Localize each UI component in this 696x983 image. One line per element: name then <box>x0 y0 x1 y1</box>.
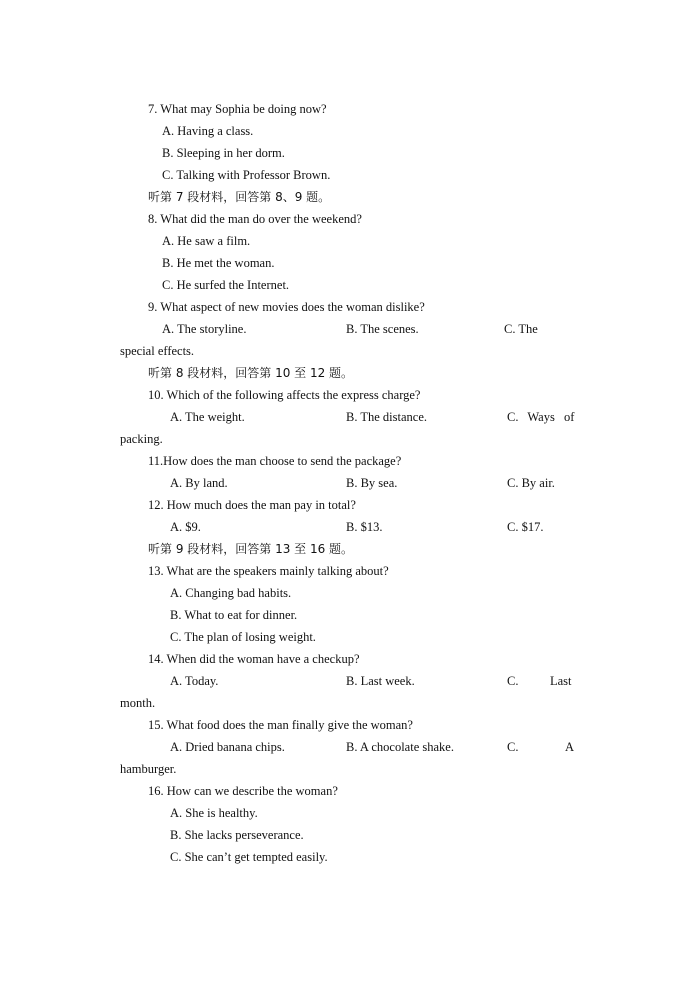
q15-option-a: A. Dried banana chips. <box>170 740 285 754</box>
q10-option-c: C. Ways of <box>507 410 575 424</box>
q12-stem: 12. How much does the man pay in total? <box>148 498 356 512</box>
q15-option-b: B. A chocolate shake. <box>346 740 454 754</box>
q14-option-c-continued: month. <box>120 696 156 710</box>
q14-option-c: Last <box>550 674 572 688</box>
q14-option-b: B. Last week. <box>346 674 415 688</box>
section-9-heading: 听第 9 段材料，回答第 13 至 16 题。 <box>148 542 354 556</box>
q9-option-a: A. The storyline. <box>162 322 247 336</box>
q15-stem: 15. What food does the man finally give the woman? <box>148 718 413 732</box>
q9-option-b: B. The scenes. <box>346 322 419 336</box>
q13-option-c: C. The plan of losing weight. <box>170 630 316 644</box>
q15-option-c-continued: hamburger. <box>120 762 177 776</box>
q7-option-c: C. Talking with Professor Brown. <box>162 168 331 182</box>
q10-stem: 10. Which of the following affects the express charge? <box>148 388 421 402</box>
q10-option-b: B. The distance. <box>346 410 427 424</box>
q12-option-a: A. $9. <box>170 520 201 534</box>
q14-option-c-letter: C. <box>507 674 519 688</box>
q11-option-b: B. By sea. <box>346 476 398 490</box>
q11-stem: 11.How does the man choose to send the package? <box>148 454 402 468</box>
q13-option-a: A. Changing bad habits. <box>170 586 292 600</box>
q15-option-c-letter: C. <box>507 740 519 754</box>
section-8-heading: 听第 8 段材料，回答第 10 至 12 题。 <box>148 366 354 380</box>
q8-option-a: A. He saw a film. <box>162 234 251 248</box>
q13-stem: 13. What are the speakers mainly talking about? <box>148 564 389 578</box>
q7-stem: 7. What may Sophia be doing now? <box>148 102 327 116</box>
q7-option-b: B. Sleeping in her dorm. <box>162 146 285 160</box>
q11-option-c: C. By air. <box>507 476 555 490</box>
q14-option-a: A. Today. <box>170 674 219 688</box>
q16-option-b: B. She lacks perseverance. <box>170 828 304 842</box>
q11-option-a: A. By land. <box>170 476 228 490</box>
q10-option-a: A. The weight. <box>170 410 245 424</box>
q9-option-c-continued: special effects. <box>120 344 195 358</box>
q9-option-c: C. The <box>504 322 538 336</box>
q8-option-b: B. He met the woman. <box>162 256 275 270</box>
q7-option-a: A. Having a class. <box>162 124 254 138</box>
q16-option-a: A. She is healthy. <box>170 806 258 820</box>
q8-option-c: C. He surfed the Internet. <box>162 278 290 292</box>
q12-option-c: C. $17. <box>507 520 544 534</box>
q9-stem: 9. What aspect of new movies does the woman dislike? <box>148 300 425 314</box>
q12-option-b: B. $13. <box>346 520 383 534</box>
q14-stem: 14. When did the woman have a checkup? <box>148 652 360 666</box>
q10-option-c-continued: packing. <box>120 432 163 446</box>
q15-option-c: A <box>565 740 575 754</box>
section-7-heading: 听第 7 段材料，回答第 8、9 题。 <box>148 190 331 204</box>
q13-option-b: B. What to eat for dinner. <box>170 608 298 622</box>
q16-option-c: C. She can’t get tempted easily. <box>170 850 328 864</box>
q8-stem: 8. What did the man do over the weekend? <box>148 212 362 226</box>
q16-stem: 16. How can we describe the woman? <box>148 784 338 798</box>
